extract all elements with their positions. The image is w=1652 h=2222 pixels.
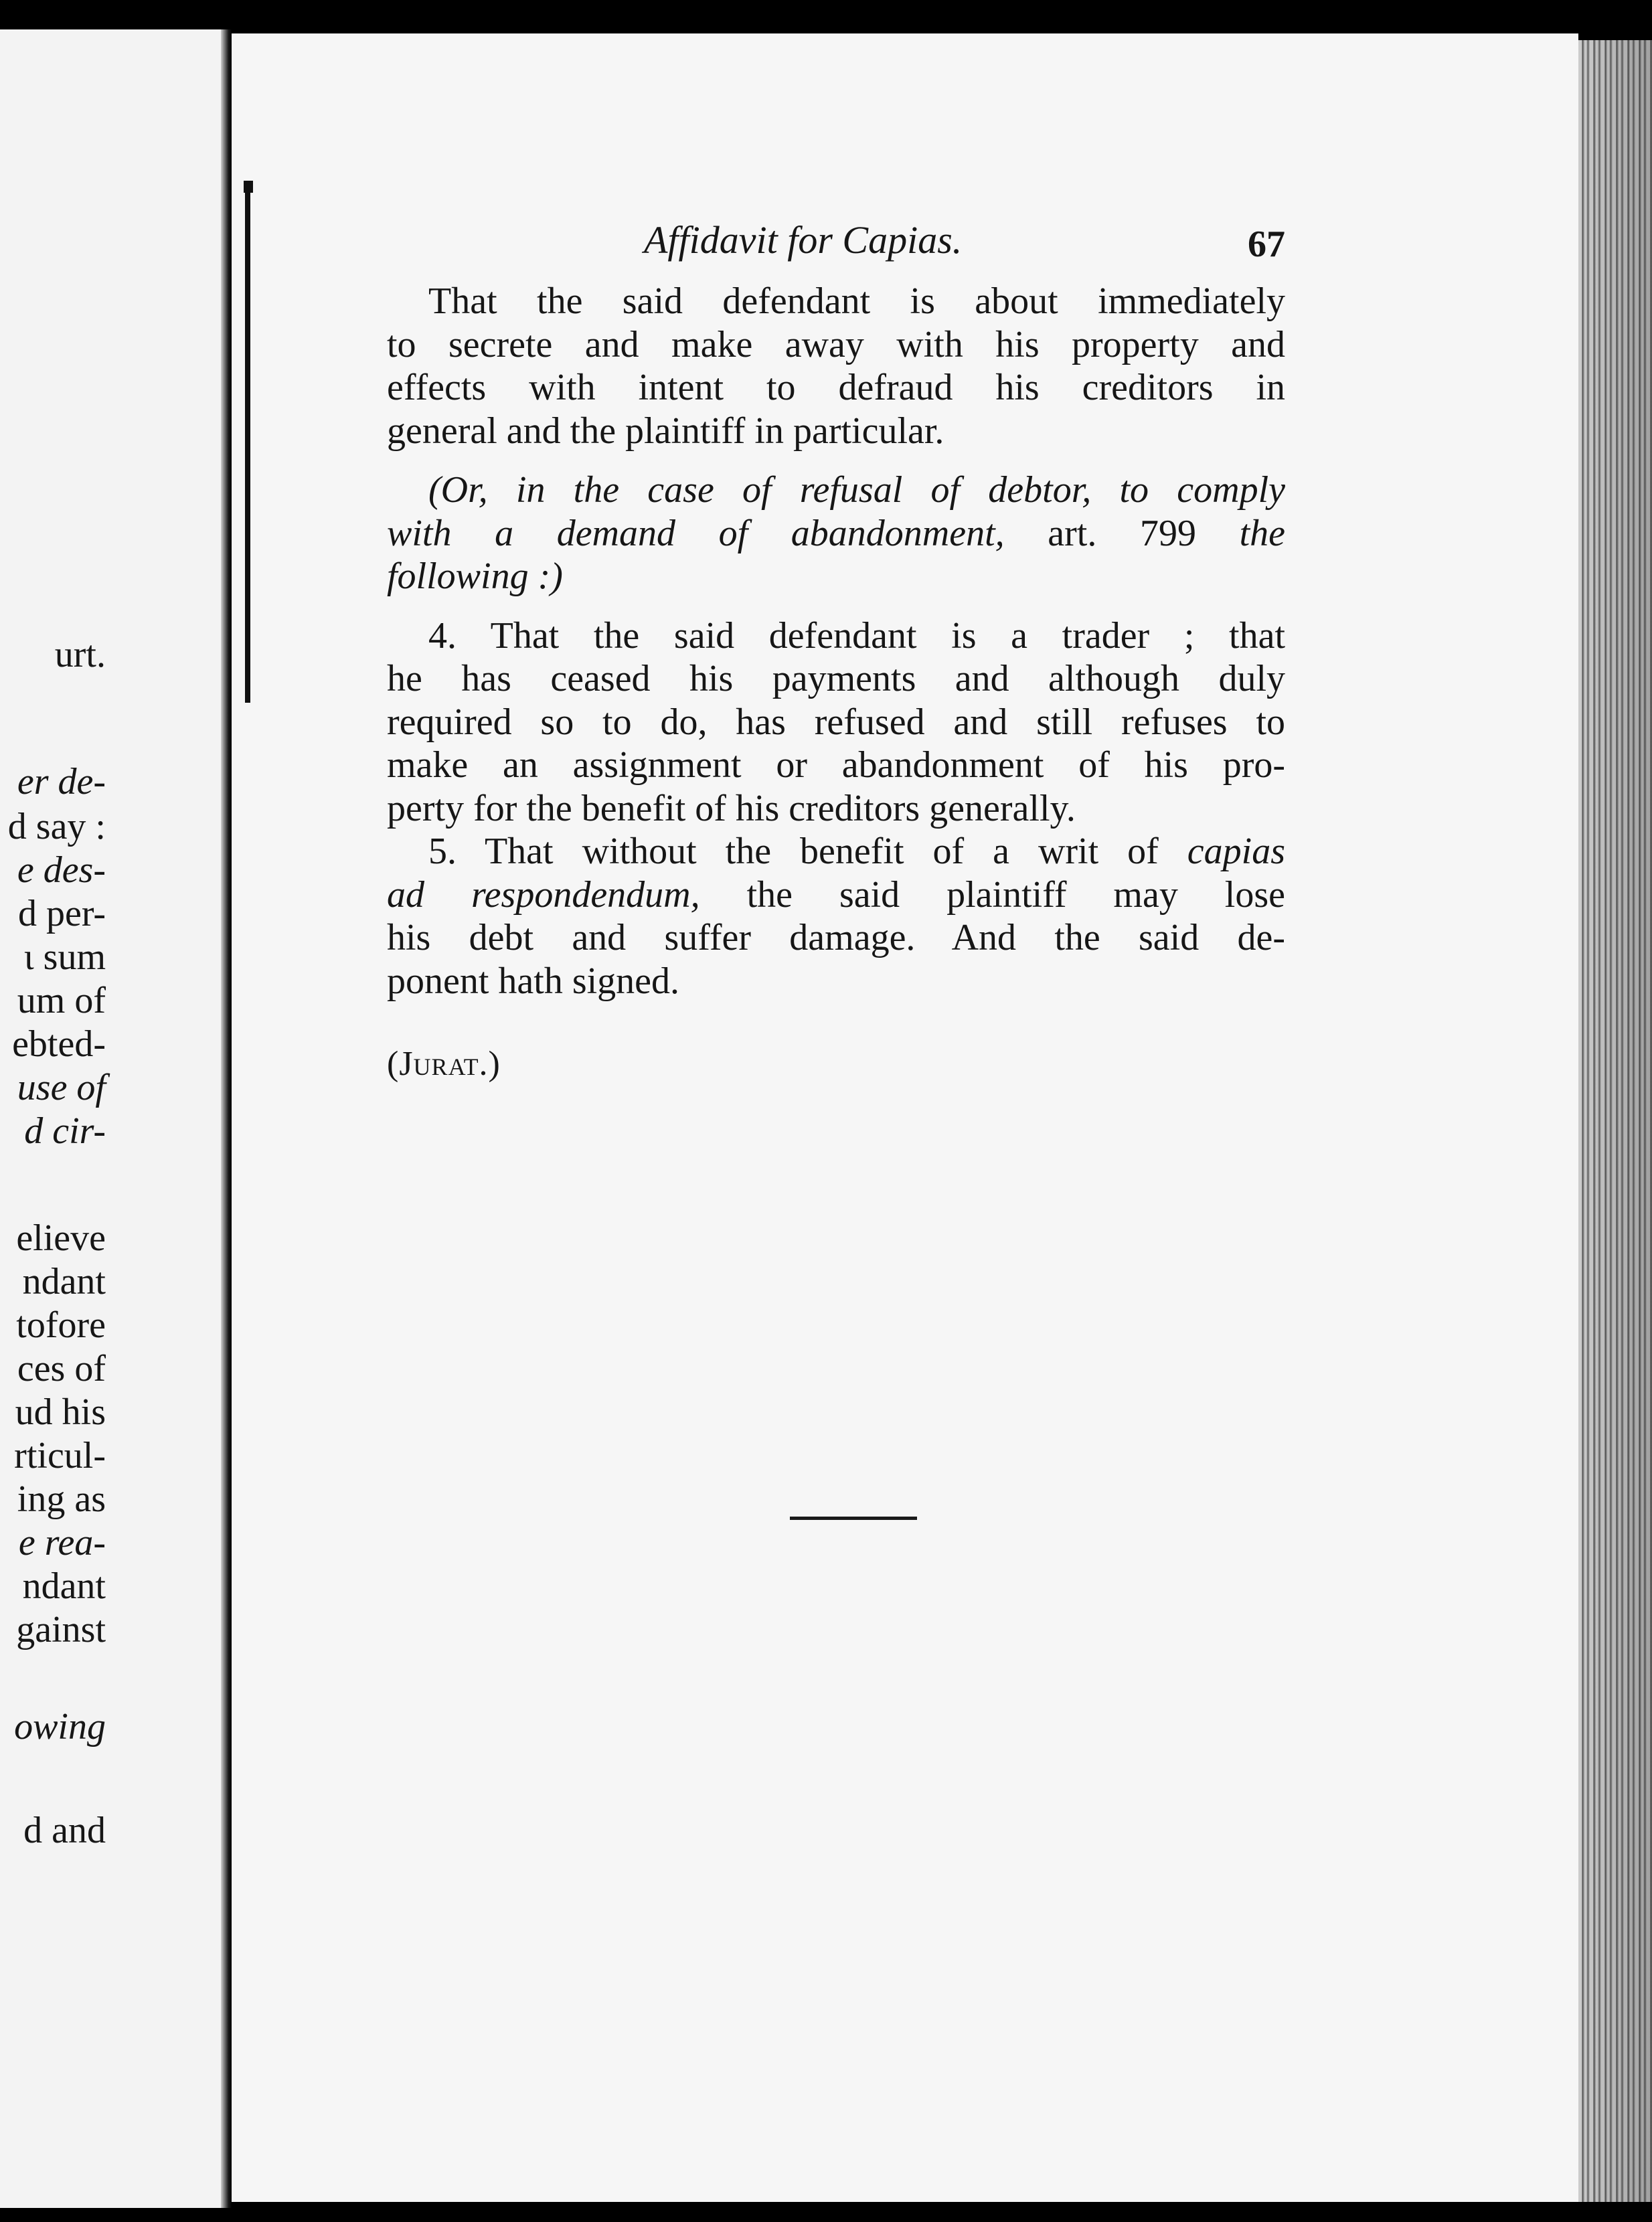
text-line xyxy=(387,830,1285,873)
left-fragment: ndant xyxy=(22,1261,106,1302)
text-line: 4. That the said defendant is a trader ; that xyxy=(428,614,1285,657)
left-fragment: ing as xyxy=(17,1478,106,1520)
left-fragment: ι sum xyxy=(23,936,106,978)
text-line: he has ceased his payments and although duly xyxy=(387,658,1285,699)
left-fragment: gainst xyxy=(16,1609,106,1650)
text-roman: art. 799 xyxy=(1048,512,1196,554)
left-fragment: e rea- xyxy=(18,1522,106,1563)
binding-mark xyxy=(245,181,250,703)
left-fragment: um of xyxy=(17,980,106,1021)
book-gutter xyxy=(221,29,232,2208)
text-line: following :) xyxy=(387,556,563,597)
left-fragment: d per- xyxy=(17,893,106,934)
text-line: (Or, in the case of refusal of debtor, to comply xyxy=(428,469,1285,511)
paragraph-3 xyxy=(387,614,1285,831)
text-line: effects with intent to defraud his creditors in xyxy=(387,367,1285,408)
paragraph-1 xyxy=(387,280,1285,452)
text-line: general and the plaintiff in particular. xyxy=(387,410,944,452)
left-fragment: urt. xyxy=(54,634,106,675)
text-italic: the xyxy=(1195,512,1286,554)
left-fragment: e des- xyxy=(17,849,106,891)
text-line: to secrete and make away with his property and xyxy=(387,323,1285,365)
left-facing-page xyxy=(0,29,226,2208)
text-italic: with a demand of abandonment, xyxy=(387,512,1048,554)
left-fragment: ndant xyxy=(22,1565,106,1607)
text-line: ponent hath signed. xyxy=(387,960,680,1002)
text-italic: ad respondendum, xyxy=(387,873,700,916)
left-fragment: use of xyxy=(17,1067,106,1108)
text-line xyxy=(387,512,1285,556)
running-title: Affidavit for Capias. xyxy=(644,218,963,262)
left-fragment: rticul- xyxy=(14,1435,106,1476)
text-roman: the said plaintiff may lose xyxy=(699,873,1285,916)
running-head xyxy=(387,220,1285,266)
text-line: required so to do, has refused and still refuses to xyxy=(387,701,1285,743)
left-fragment: ebted- xyxy=(12,1023,106,1065)
left-fragment: owing xyxy=(14,1706,106,1747)
page-edges-shade xyxy=(1578,40,1652,2202)
left-fragment: ces of xyxy=(17,1348,106,1389)
body-text xyxy=(387,280,1285,1003)
text-line: his debt and suffer damage. And the said de- xyxy=(387,917,1285,958)
text-roman: 5. That without the benefit of a writ of xyxy=(428,831,1187,872)
text-italic: capias xyxy=(1187,831,1285,872)
text-line: That the said defendant is about immediately xyxy=(428,280,1285,322)
left-fragment: elieve xyxy=(16,1217,106,1259)
paragraph-2 xyxy=(387,468,1285,598)
left-fragment: d cir- xyxy=(24,1110,106,1152)
page-number: 67 xyxy=(1248,224,1285,265)
text-line: perty for the benefit of his creditors generally. xyxy=(387,787,1076,829)
left-fragment: d and xyxy=(23,1810,106,1851)
left-fragment: er de- xyxy=(17,761,106,802)
end-rule xyxy=(790,1517,917,1520)
text-line xyxy=(387,873,1285,917)
left-fragment: ud his xyxy=(15,1391,106,1433)
text-line: make an assignment or abandonment of his pro- xyxy=(387,744,1285,786)
paragraph-4 xyxy=(387,830,1285,1003)
left-fragment: d say : xyxy=(7,806,106,847)
jurat: (Jurat.) xyxy=(387,1045,501,1083)
left-fragment: tofore xyxy=(16,1304,106,1346)
